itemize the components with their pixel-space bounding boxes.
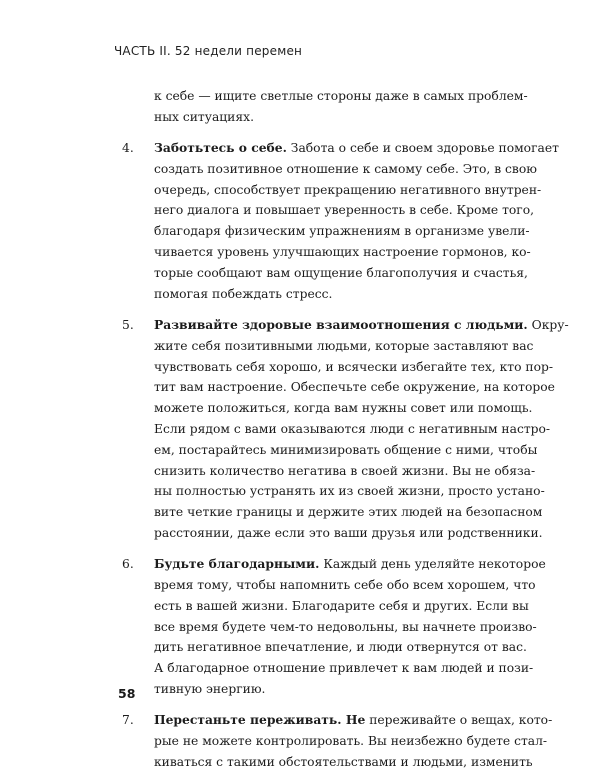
- text-line: чувствовать себя хорошо, и всячески избегайте тех, кто пор-: [154, 359, 554, 374]
- list-item-lead: Перестаньте переживать. Не: [154, 712, 366, 728]
- continuation-paragraph: [114, 86, 528, 128]
- text-line: ны полностью устранять их из своей жизни, просто устано-: [154, 484, 545, 499]
- list-item-number: 7.: [122, 713, 134, 728]
- main-text: [114, 86, 569, 773]
- text-line: чивается уровень улучшающих настроение гормонов, ко-: [154, 245, 531, 260]
- text-line: тит вам настроение. Обеспечьте себе окружение, на которое: [154, 380, 555, 395]
- text-line: вите четкие границы и держите этих людей на безопасном: [154, 505, 543, 520]
- text-line: создать позитивное отношение к самому себе. Это, в свою: [154, 161, 537, 176]
- list-item-body: [154, 315, 569, 544]
- text-line: ем, постарайтесь минимизировать общение с ними, чтобы: [154, 442, 538, 457]
- text-line: к себе — ищите светлые стороны даже в самых проблем-: [154, 89, 528, 103]
- list-item-number: 5.: [122, 317, 134, 332]
- text-line: благодаря физическим упражнениям в организме увели-: [154, 224, 530, 239]
- page-number: 58: [118, 686, 136, 701]
- text-line: время тому, чтобы напомнить себе обо всем хорошем, что: [154, 578, 536, 593]
- text-line: Окру-: [527, 317, 569, 332]
- text-line: А благодарное отношение привлечет к вам людей и пози-: [154, 661, 534, 676]
- text-line: дить негативное впечатление, и люди отвернутся от вас.: [154, 640, 527, 655]
- text-line: помогая побеждать стресс.: [154, 286, 333, 301]
- text-line: снизить количество негатива в своей жизни. Вы не обяза-: [154, 463, 536, 478]
- list-item-number: 4.: [122, 141, 134, 156]
- list-item-body: [154, 554, 546, 700]
- running-header: ЧАСТЬ II. 52 недели перемен: [114, 44, 303, 58]
- text-line: тивную энергию.: [154, 682, 266, 697]
- text-line: ных ситуациях.: [154, 109, 254, 124]
- text-line: есть в вашей жизни. Благодарите себя и других. Если вы: [154, 598, 529, 613]
- list-item-6: [114, 554, 546, 700]
- text-line: расстоянии, даже если это ваши друзья или родственники.: [154, 525, 543, 540]
- list-item-number: 6.: [122, 557, 134, 572]
- list-item-4: [114, 138, 559, 304]
- text-line: все время будете чем-то недовольны, вы начнете произво-: [154, 619, 537, 634]
- list-item-5: [114, 315, 569, 544]
- text-line: киваться с такими обстоятельствами и людьми, изменить: [154, 754, 533, 769]
- text-line: можете положиться, когда вам нужны совет или помощь.: [154, 401, 533, 416]
- text-line: Забота о себе и своем здоровье помогает: [286, 141, 559, 156]
- list-item-7: [114, 710, 553, 772]
- list-item-lead: Заботьтесь о себе.: [154, 140, 287, 156]
- list-item-lead: Развивайте здоровые взаимоотношения с людьми.: [154, 316, 528, 332]
- text-line: переживайте о вещах, кото-: [365, 713, 553, 728]
- text-line: жите себя позитивными людьми, которые заставляют вас: [154, 338, 534, 353]
- text-line: Каждый день уделяйте некоторое: [319, 557, 546, 572]
- text-line: рые не можете контролировать. Вы неизбежно будете стал-: [154, 734, 548, 749]
- text-line: Если рядом с вами оказываются люди с негативным настро-: [154, 421, 551, 436]
- list-item-body: [154, 710, 552, 772]
- list-item-body: [154, 138, 559, 304]
- text-line: торые сообщают вам ощущение благополучия и счастья,: [154, 265, 528, 280]
- text-line: очередь, способствует прекращению негативного внутрен-: [154, 182, 542, 197]
- list-item-lead: Будьте благодарными.: [154, 556, 320, 572]
- text-line: него диалога и повышает уверенность в себе. Кроме того,: [154, 203, 535, 218]
